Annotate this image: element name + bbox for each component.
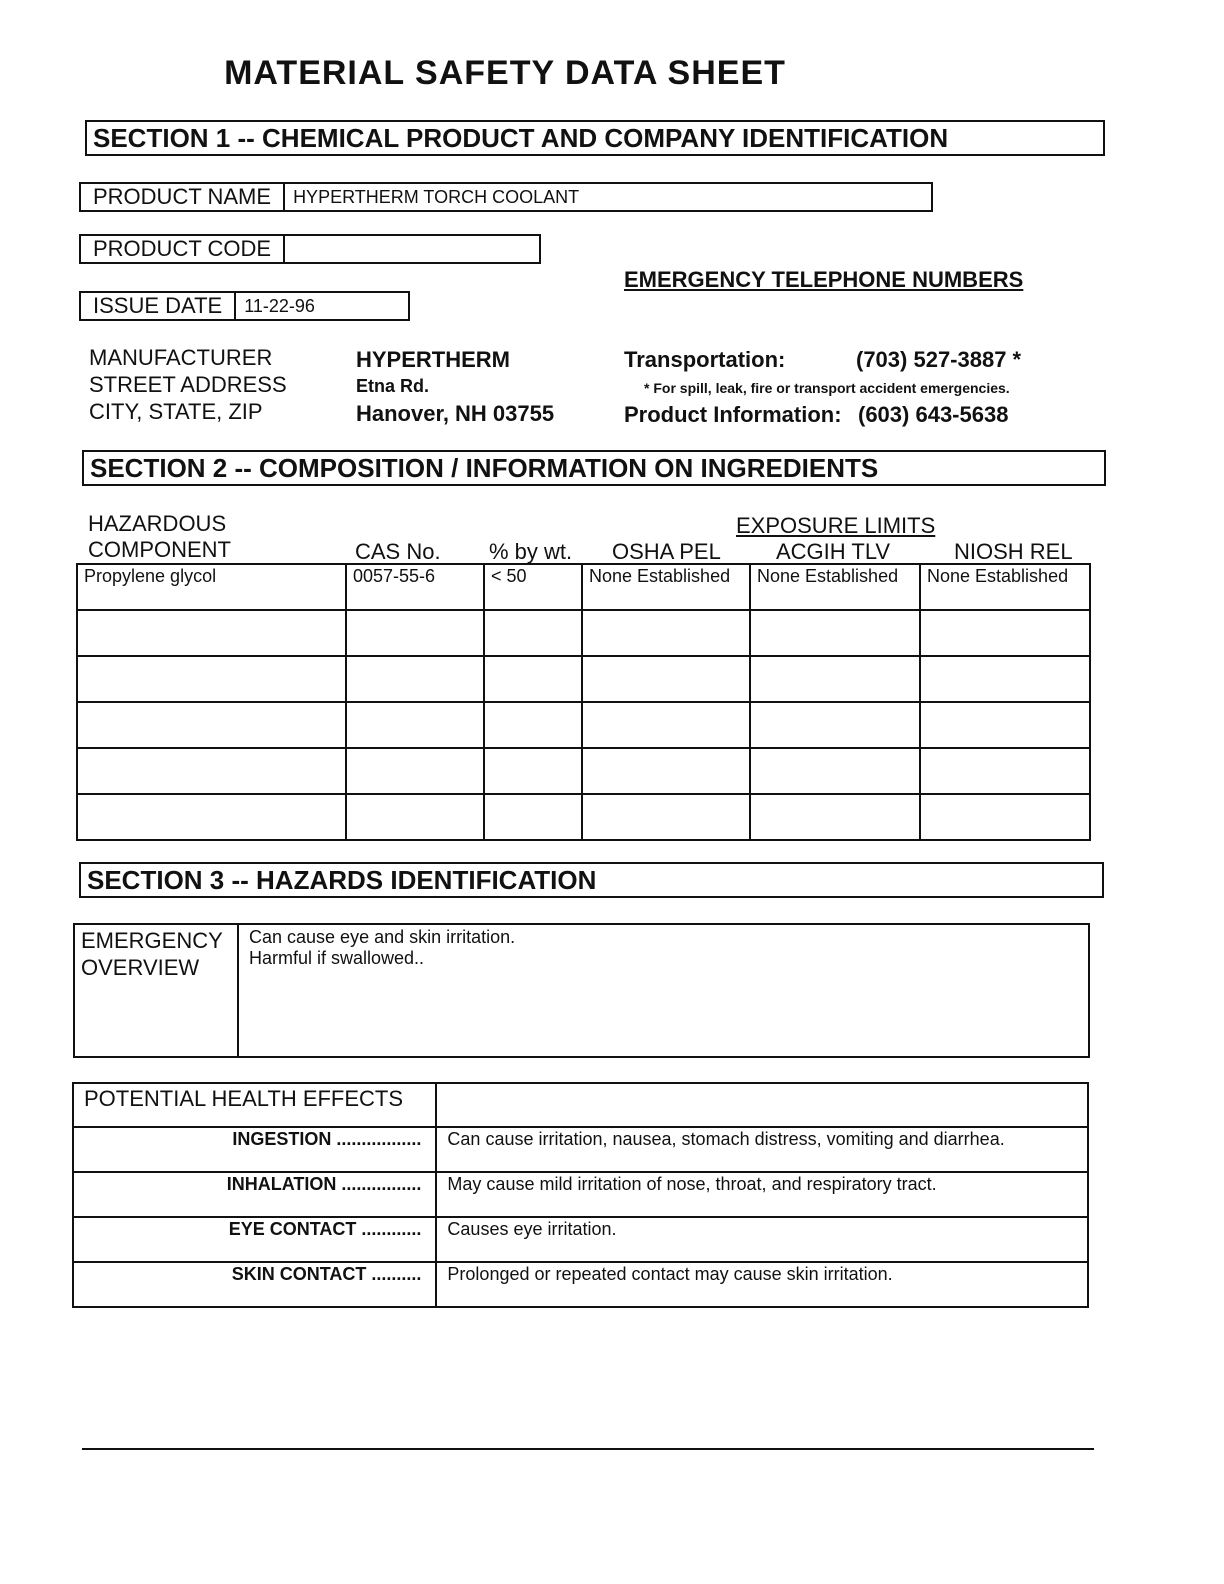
footer-rule [82, 1448, 1094, 1450]
emergency-overview-text-cell [238, 924, 1089, 1057]
cell-osha: None Established [582, 564, 750, 610]
col-cas-label: CAS No. [355, 539, 441, 564]
product-code-value [285, 236, 301, 262]
health-effects-header-blank [436, 1083, 1088, 1127]
cell-cas [346, 748, 484, 794]
manufacturer-value: HYPERTHERM [356, 347, 511, 372]
product-info-phone: (603) 643-5638 [858, 402, 1009, 427]
health-effect-text: Causes eye irritation. [436, 1217, 1088, 1262]
cell-niosh [920, 656, 1090, 702]
product-name-label: PRODUCT NAME [81, 184, 285, 210]
table-row [77, 564, 1090, 610]
cell-pct [484, 748, 582, 794]
city-label: CITY, STATE, ZIP [89, 399, 263, 424]
emergency-line-1: Can cause eye and skin irritation. [249, 927, 516, 947]
emergency-line-2: Harmful if swallowed.. [249, 948, 425, 968]
cell-pct: < 50 [484, 564, 582, 610]
cell-pct [484, 610, 582, 656]
exposure-limits-label: EXPOSURE LIMITS [736, 513, 936, 538]
health-effect-label: INGESTION ................. [73, 1127, 436, 1172]
cell-acgih [750, 656, 920, 702]
col-acgih-label: ACGIH TLV [776, 539, 891, 564]
health-effects-label: POTENTIAL HEALTH EFFECTS [73, 1083, 436, 1127]
cell-cas: 0057-55-6 [346, 564, 484, 610]
cell-acgih [750, 610, 920, 656]
cell-osha [582, 656, 750, 702]
cell-pct [484, 656, 582, 702]
table-row [77, 610, 1090, 656]
cell-acgih: None Established [750, 564, 920, 610]
health-effect-row [73, 1217, 1088, 1262]
product-code-field [79, 234, 541, 264]
health-effect-row [73, 1262, 1088, 1307]
transport-note: * For spill, leak, fire or transport accident emergencies. [644, 380, 1010, 396]
document-title: MATERIAL SAFETY DATA SHEET [224, 54, 786, 92]
cell-acgih [750, 702, 920, 748]
cell-cas [346, 610, 484, 656]
health-effect-text: Can cause irritation, nausea, stomach distress, vomiting and diarrhea. [436, 1127, 1088, 1172]
cell-component [77, 702, 346, 748]
section-2-heading: SECTION 2 -- COMPOSITION / INFORMATION ON INGREDIENTS [82, 450, 1106, 486]
health-effect-label: EYE CONTACT ............ [73, 1217, 436, 1262]
health-effect-text: Prolonged or repeated contact may cause skin irritation. [436, 1262, 1088, 1307]
cell-acgih [750, 748, 920, 794]
emergency-overview-label-cell [74, 924, 238, 1057]
health-effect-row [73, 1172, 1088, 1217]
cell-osha [582, 794, 750, 840]
cell-component [77, 656, 346, 702]
product-info-label: Product Information: [624, 402, 842, 427]
cell-niosh [920, 702, 1090, 748]
cell-component [77, 610, 346, 656]
transport-label: Transportation: [624, 347, 786, 372]
emergency-overview-table [73, 923, 1090, 1058]
health-effect-label: SKIN CONTACT .......... [73, 1262, 436, 1307]
col-pct-label: % by wt. [489, 539, 573, 564]
emergency-phone-heading: EMERGENCY TELEPHONE NUMBERS [624, 267, 1024, 292]
col-niosh-label: NIOSH REL [954, 539, 1073, 564]
issue-date-label: ISSUE DATE [81, 293, 236, 319]
emergency-label-line-2: OVERVIEW [81, 955, 200, 980]
section-1-heading: SECTION 1 -- CHEMICAL PRODUCT AND COMPANY IDENTIFICATION [85, 120, 1105, 156]
transport-phone: (703) 527-3887 * [856, 347, 1022, 372]
product-name-field [79, 182, 933, 212]
col-component-label: COMPONENT [88, 537, 231, 562]
health-effect-text: May cause mild irritation of nose, throat, and respiratory tract. [436, 1172, 1088, 1217]
cell-component [77, 794, 346, 840]
col-osha-label: OSHA PEL [612, 539, 721, 564]
ingredients-table [76, 563, 1091, 841]
cell-niosh [920, 610, 1090, 656]
cell-cas [346, 794, 484, 840]
issue-date-value: 11-22-96 [244, 296, 315, 316]
cell-osha [582, 748, 750, 794]
table-row [77, 794, 1090, 840]
cell-component: Propylene glycol [77, 564, 346, 610]
cell-niosh: None Established [920, 564, 1090, 610]
section-3-heading: SECTION 3 -- HAZARDS IDENTIFICATION [79, 862, 1104, 898]
table-row [77, 656, 1090, 702]
health-effects-table [72, 1082, 1089, 1308]
cell-cas [346, 656, 484, 702]
cell-osha [582, 702, 750, 748]
street-value: Etna Rd. [356, 376, 430, 396]
city-value: Hanover, NH 03755 [356, 401, 555, 426]
cell-osha [582, 610, 750, 656]
table-row [77, 702, 1090, 748]
emergency-label-line-1: EMERGENCY [81, 928, 223, 953]
street-label: STREET ADDRESS [89, 372, 287, 397]
cell-pct [484, 794, 582, 840]
col-hazardous-label: HAZARDOUS [88, 511, 227, 536]
cell-acgih [750, 794, 920, 840]
cell-niosh [920, 794, 1090, 840]
issue-date-field [79, 291, 410, 321]
cell-pct [484, 702, 582, 748]
product-code-label: PRODUCT CODE [81, 236, 285, 262]
cell-cas [346, 702, 484, 748]
product-name-value: HYPERTHERM TORCH COOLANT [293, 187, 580, 207]
cell-niosh [920, 748, 1090, 794]
cell-component [77, 748, 346, 794]
table-row [77, 748, 1090, 794]
health-effect-label: INHALATION ................ [73, 1172, 436, 1217]
health-effect-row [73, 1127, 1088, 1172]
manufacturer-label: MANUFACTURER [89, 345, 273, 370]
